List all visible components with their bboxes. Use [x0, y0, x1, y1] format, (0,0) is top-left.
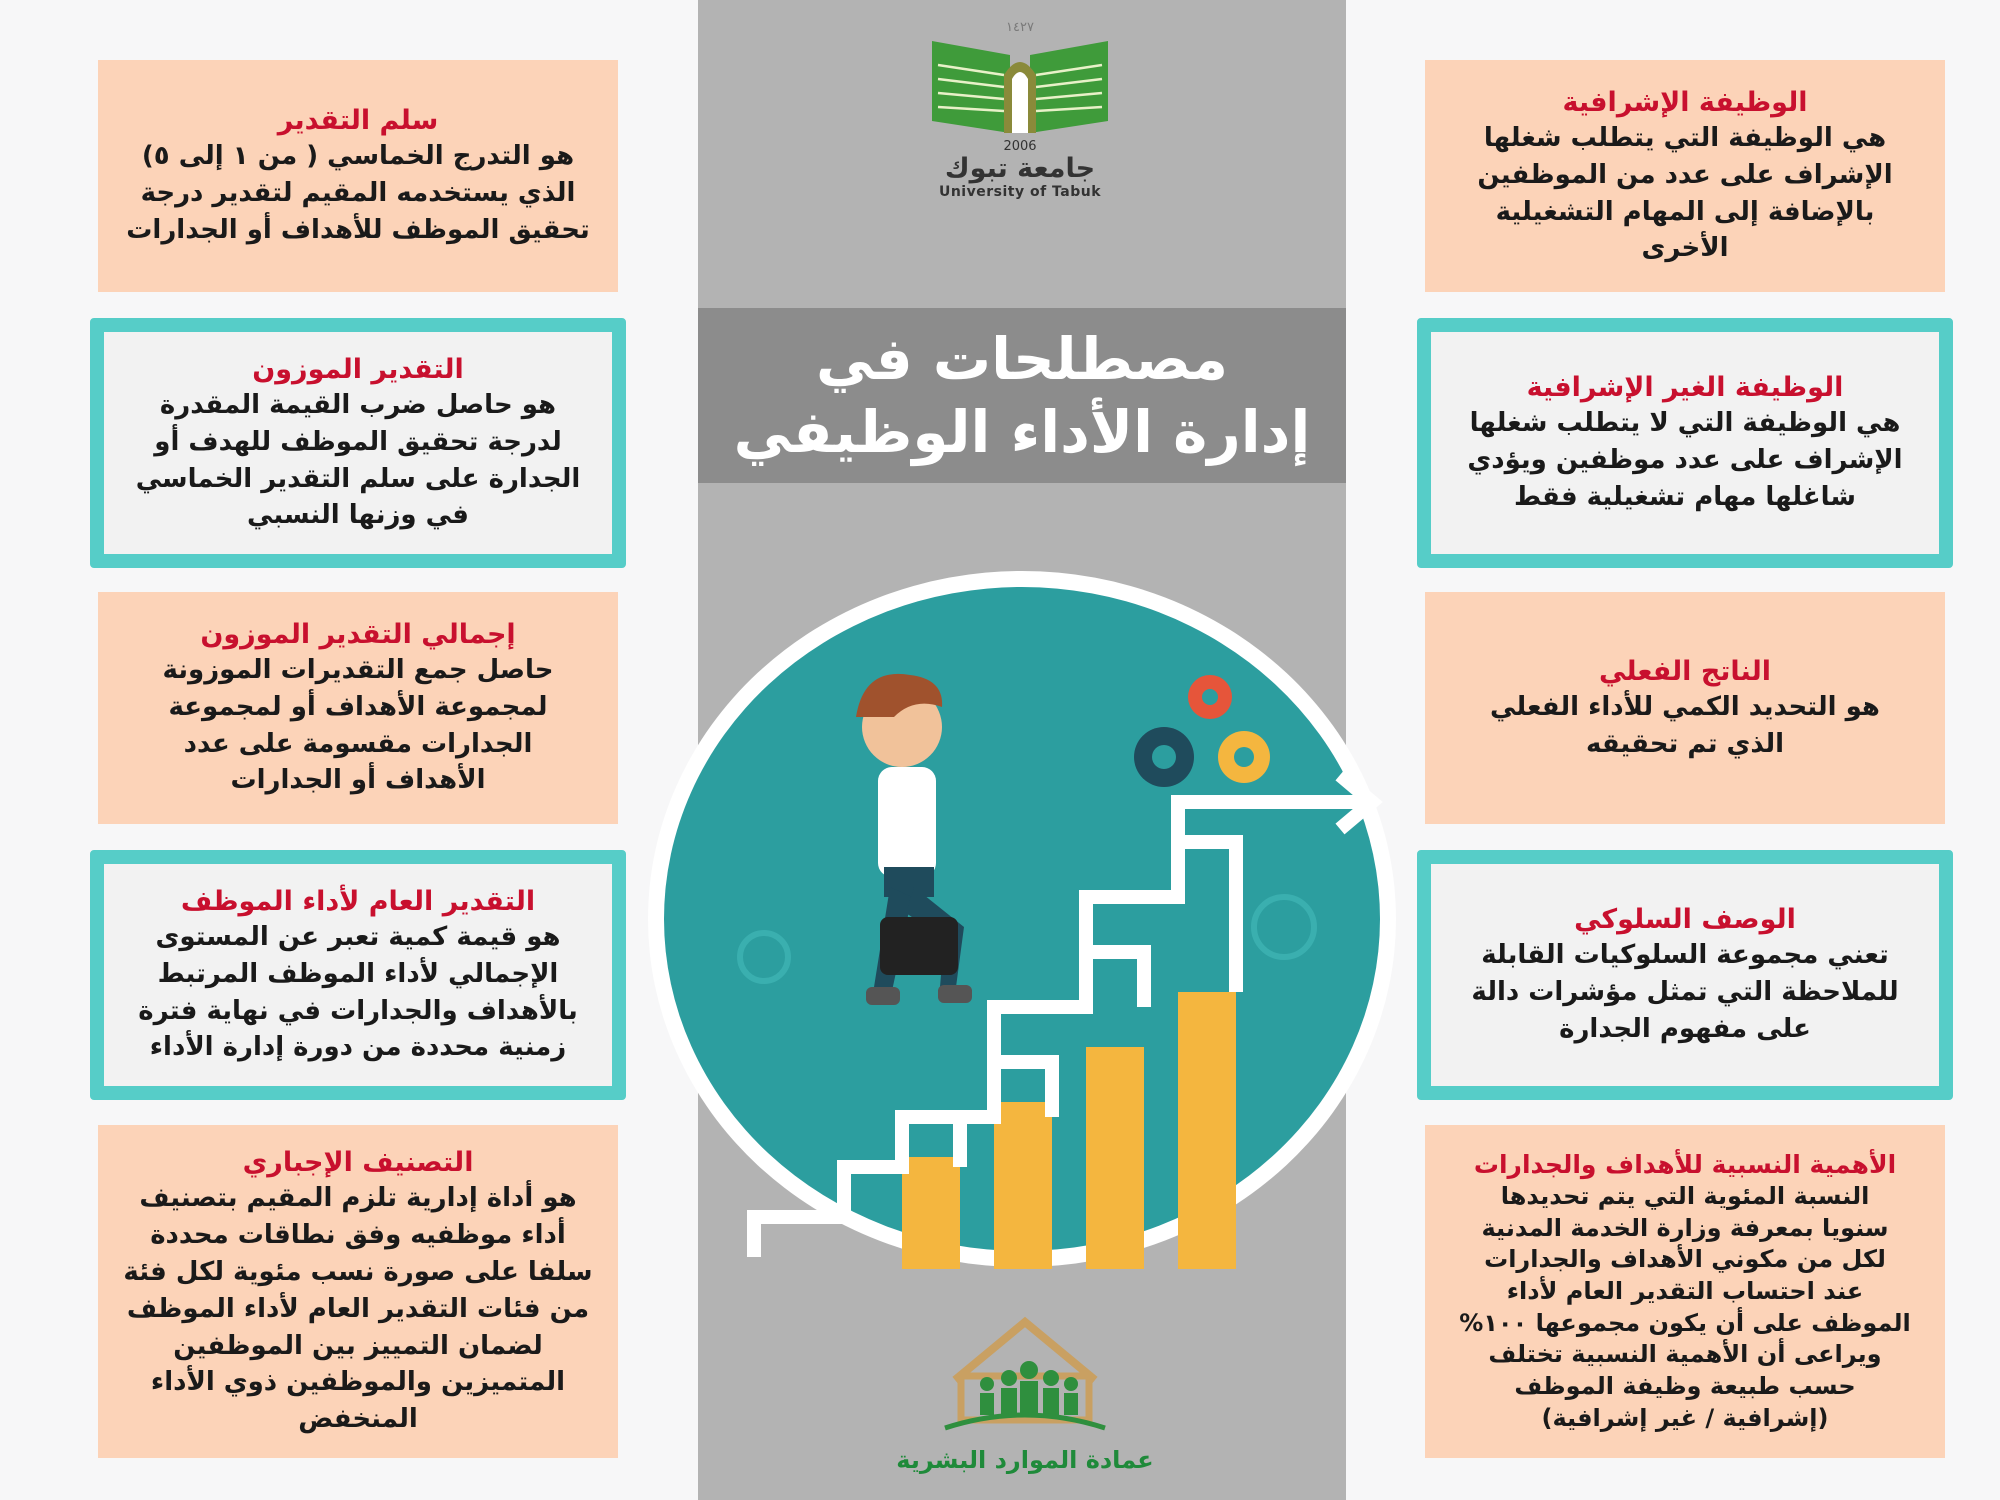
card-title: الوظيفة الإشرافية [1562, 86, 1808, 118]
logo-year-hijri: ١٤٢٧ [1006, 20, 1034, 35]
page-title-line-2: إدارة الأداء الوظيفي [733, 397, 1311, 466]
card-title: الناتج الفعلي [1599, 655, 1771, 687]
card-non-supervisory-job [1417, 318, 1953, 568]
card-body-line: بالإضافة إلى المهام التشغيلية [1495, 196, 1875, 227]
card-body-line: تعني مجموعة السلوكيات القابلة [1481, 940, 1889, 971]
book-emblem-icon [930, 35, 1110, 135]
card-body-line: أداء موظفيه وفق نطاقات محددة [150, 1219, 566, 1250]
card-supervisory-job [1425, 60, 1945, 292]
logo-name-arabic: جامعة تبوك [944, 153, 1096, 184]
card-body-line: (إشرافية / غير إشرافية) [1541, 1403, 1829, 1432]
card-body-line: هو أداة إدارية تلزم المقيم بتصنيف [139, 1182, 577, 1213]
card-body-line: الجدارات مقسومة على عدد [183, 728, 533, 759]
card-body-line: الإشراف على عدد موظفين ويؤدي [1467, 445, 1903, 476]
logo-year: 2006 [1003, 139, 1037, 154]
card-body-line: في وزنها النسبي [247, 500, 469, 531]
card-title: التقدير العام لأداء الموظف [180, 885, 536, 917]
card-behavioral-description [1417, 850, 1953, 1100]
card-body-line: هو التحديد الكمي للأداء الفعلي [1490, 691, 1880, 722]
card-body-line: هي الوظيفة التي يتطلب شغلها [1483, 122, 1887, 153]
card-body-line: بالأهداف والجدارات في نهاية فترة [138, 995, 578, 1026]
card-body-line: لدرجة تحقيق الموظف للهدف أو [154, 426, 562, 457]
card-title: الوصف السلوكي [1574, 904, 1796, 936]
card-body-line: شاغلها مهام تشغيلية فقط [1514, 482, 1856, 512]
card-body-line: الذي يستخدمه المقيم لتقدير درجة [140, 178, 576, 209]
card-body-line: تحقيق الموظف للأهداف أو الجدارات [126, 215, 590, 245]
card-body-line: المتميزين والموظفين ذوي الأداء [150, 1367, 566, 1398]
card-body-line: هو حاصل ضرب القيمة المقدرة [159, 389, 557, 420]
card-rating-scale [98, 60, 618, 292]
card-body-line: الذي تم تحقيقه [1585, 728, 1785, 759]
card-body-line: من فئات التقدير العام لأداء الموظف [126, 1293, 590, 1324]
card-body-line: المنخفض [298, 1404, 418, 1435]
card-body-line: حاصل جمع التقديرات الموزونة [162, 654, 554, 685]
card-actual-output [1425, 592, 1945, 824]
page-title-line-1: مصطلحات في [816, 325, 1228, 393]
card-forced-ranking [98, 1125, 618, 1458]
card-body-line: ويراعى أن الأهمية النسبية تختلف [1488, 1340, 1882, 1369]
card-body-line: الموظف على أن يكون مجموعها ١٠٠% [1459, 1308, 1911, 1337]
card-title: الوظيفة الغير الإشرافية [1526, 372, 1844, 404]
hr-house-icon [925, 1310, 1125, 1440]
card-body-line: سنويا بمعرفة وزارة الخدمة المدنية [1481, 1213, 1889, 1242]
card-overall-performance-rating [90, 850, 626, 1100]
card-title: التقدير الموزون [252, 353, 464, 385]
card-body-line: هو قيمة كمية تعبر عن المستوى [155, 921, 561, 952]
hr-deanship-caption: عمادة الموارد البشرية [896, 1446, 1154, 1474]
card-title: التصنيف الإجباري [242, 1146, 474, 1178]
card-relative-importance [1425, 1125, 1945, 1458]
card-body-line: الإجمالي لأداء الموظف المرتبط [157, 958, 559, 989]
climber-illustration [644, 567, 1400, 1271]
card-body-line: زمنية محددة من دورة إدارة الأداء [149, 1032, 567, 1063]
card-body-line: هو التدرج الخماسي ( من ١ إلى ٥) [141, 141, 575, 172]
card-title: سلم التقدير [277, 105, 439, 137]
logo-name-english: University of Tabuk [938, 183, 1102, 200]
card-body-line: سلفا على صورة نسب مئوية لكل فئة [123, 1256, 593, 1287]
card-body-line: عند احتساب التقدير العام لأداء [1506, 1277, 1864, 1306]
card-body-line: للملاحظة التي تمثل مؤشرات دالة [1471, 977, 1899, 1008]
card-body-line: على مفهوم الجدارة [1559, 1014, 1811, 1044]
card-body-line: هي الوظيفة التي لا يتطلب شغلها [1469, 408, 1901, 439]
university-logo [920, 20, 1120, 205]
card-body-line: حسب طبيعة وظيفة الموظف [1514, 1372, 1856, 1401]
heading-band [698, 308, 1346, 483]
card-body-line: النسبة المئوية التي يتم تحديدها [1500, 1182, 1870, 1211]
card-body-line: لكل من مكوني الأهداف والجدارات [1484, 1245, 1886, 1274]
card-body-line: لمجموعة الأهداف أو لمجموعة [168, 691, 548, 722]
card-title: إجمالي التقدير الموزون [200, 618, 516, 650]
card-weighted-rating [90, 318, 626, 568]
card-body-line: الأخرى [1641, 233, 1729, 264]
card-title: الأهمية النسبية للأهداف والجدارات [1473, 1149, 1897, 1179]
card-body-line: الإشراف على عدد من الموظفين [1477, 159, 1893, 190]
card-total-weighted-rating [98, 592, 618, 824]
card-body-line: الأهداف أو الجدارات [230, 765, 486, 796]
hr-deanship-logo [880, 1310, 1170, 1490]
card-body-line: الجدارة على سلم التقدير الخماسي [135, 463, 581, 494]
briefcase-icon [880, 917, 958, 975]
card-body-line: لضمان التمييز بين الموظفين [173, 1330, 543, 1361]
